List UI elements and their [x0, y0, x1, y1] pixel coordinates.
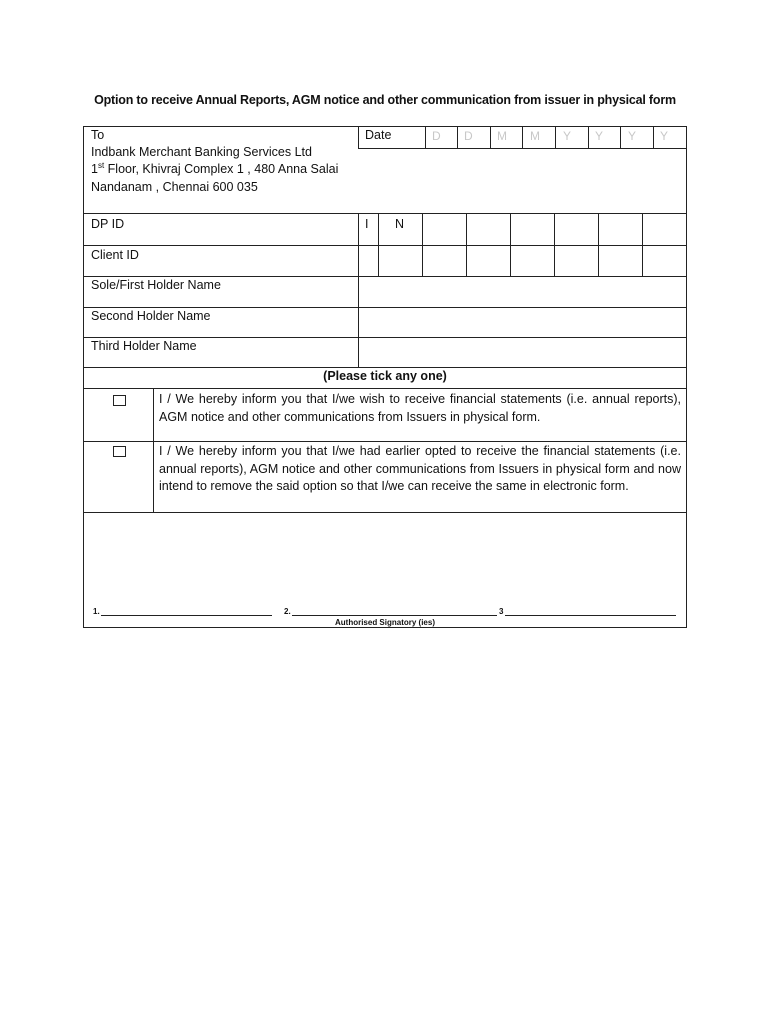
- holder-divider: [358, 276, 359, 368]
- address-line-3: Nandanam , Chennai 600 035: [91, 180, 258, 194]
- option-divider: [153, 388, 154, 513]
- option-1-text: I / We hereby inform you that I/we wish to receive financial statements (i.e. annual reports), AGM notice and other communications from Issuers in physical form.: [159, 392, 681, 424]
- date-cell-divider: [555, 126, 556, 148]
- option-2-text: I / We hereby inform you that I/we had earlier opted to receive the financial statements (i.e. annual reports), AGM notice and other communications from Issuers in physical form and now intend to remove the said option so that I/we can receive the same in electronic form.: [159, 444, 681, 493]
- address-line-1: Indbank Merchant Banking Services Ltd: [91, 145, 312, 159]
- signature-1-number: 1.: [93, 607, 100, 616]
- dp-id-label: DP ID: [91, 217, 125, 231]
- date-cell-divider: [620, 126, 621, 148]
- address-floor-suffix: st: [97, 161, 105, 170]
- signature-2-line[interactable]: [292, 615, 497, 616]
- id-grid-divider: [510, 213, 511, 276]
- row-divider: [83, 213, 687, 214]
- date-year-4[interactable]: Y: [660, 129, 669, 143]
- address-line-2: [91, 161, 338, 178]
- id-grid-divider: [466, 213, 467, 276]
- id-grid-divider: [554, 213, 555, 276]
- date-left-divider: [358, 126, 359, 148]
- address-floor-number: 1: [91, 162, 98, 176]
- signature-1-line[interactable]: [101, 615, 272, 616]
- address-line-2-rest: Floor, Khivraj Complex 1 , 480 Anna Salai: [104, 162, 339, 176]
- date-cell-divider: [457, 126, 458, 148]
- signature-2-number: 2.: [284, 607, 291, 616]
- date-year-2[interactable]: Y: [595, 129, 604, 143]
- option-2-checkbox[interactable]: [113, 446, 126, 457]
- dp-id-prefix-n: N: [395, 217, 405, 231]
- second-holder-label: Second Holder Name: [91, 309, 211, 323]
- signature-3-number: 3: [499, 607, 504, 616]
- address-to: To: [91, 128, 105, 142]
- id-grid-divider: [358, 213, 359, 276]
- tick-instruction: (Please tick any one): [323, 369, 447, 383]
- date-cell-divider: [425, 126, 426, 148]
- date-month-2[interactable]: M: [530, 129, 540, 143]
- id-grid-divider: [598, 213, 599, 276]
- date-year-1[interactable]: Y: [563, 129, 572, 143]
- row-divider: [83, 388, 687, 389]
- date-bottom-line: [358, 148, 687, 149]
- date-label: Date: [365, 128, 392, 142]
- option-1-checkbox[interactable]: [113, 395, 126, 406]
- id-grid-divider: [422, 213, 423, 276]
- date-cell-divider: [653, 126, 654, 148]
- date-year-3[interactable]: Y: [628, 129, 637, 143]
- row-divider: [83, 512, 687, 513]
- id-grid-divider: [378, 213, 379, 276]
- id-grid-divider: [642, 213, 643, 276]
- date-month-1[interactable]: M: [497, 129, 507, 143]
- row-divider: [83, 441, 687, 442]
- second-holder-field[interactable]: [360, 309, 685, 336]
- signature-caption: Authorised Signatory (ies): [334, 618, 435, 627]
- first-holder-field[interactable]: [360, 278, 685, 306]
- dp-id-prefix-i: I: [365, 217, 369, 231]
- date-cell-divider: [490, 126, 491, 148]
- signature-3-line[interactable]: [505, 615, 676, 616]
- row-divider: [83, 245, 687, 246]
- form-title: Option to receive Annual Reports, AGM notice and other communication from issuer in physical form: [94, 93, 676, 107]
- date-cell-divider: [588, 126, 589, 148]
- date-day-2[interactable]: D: [464, 129, 473, 143]
- date-day-1[interactable]: D: [432, 129, 441, 143]
- client-id-label: Client ID: [91, 248, 139, 262]
- date-cell-divider: [522, 126, 523, 148]
- third-holder-label: Third Holder Name: [91, 339, 197, 353]
- third-holder-field[interactable]: [360, 339, 685, 366]
- first-holder-label: Sole/First Holder Name: [91, 278, 221, 292]
